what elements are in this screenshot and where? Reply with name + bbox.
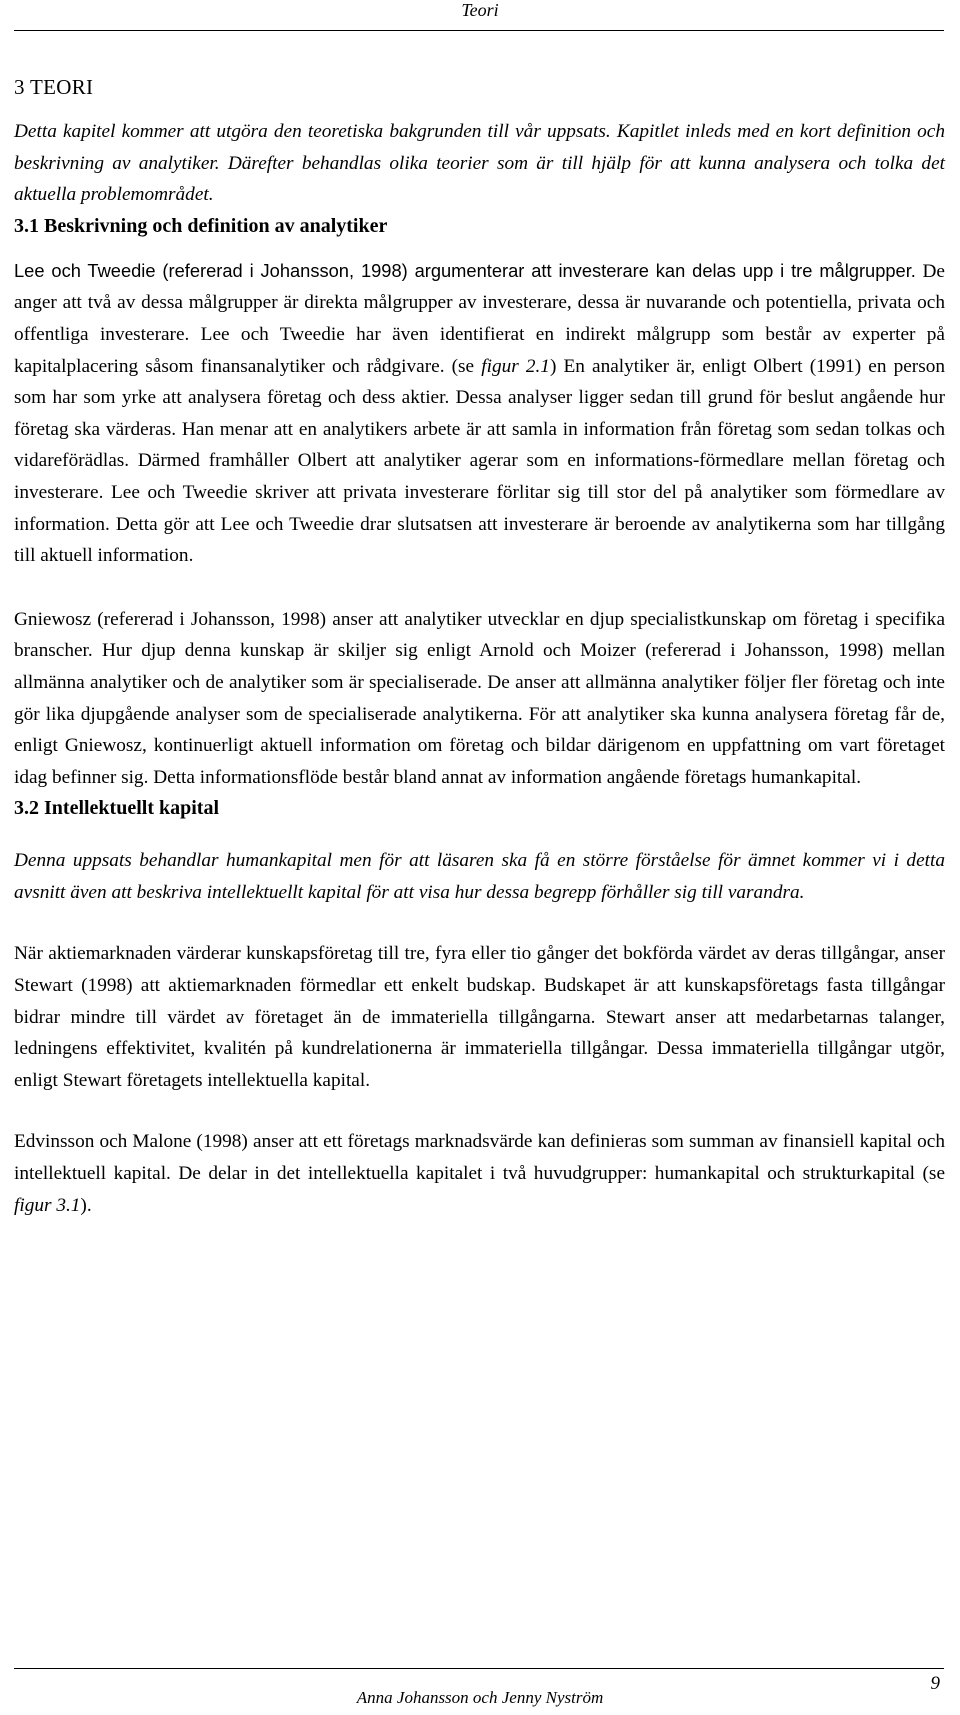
section-3-2-intro: Denna uppsats behandlar humankapital men för att läsaren ska få en större förståelse för ämnet kommer vi i detta avsnitt även att beskriva intellektuellt kapital för att visa hur dessa begrepp förhåller sig till varandra. — [14, 850, 945, 903]
figure-reference: figur 3.1 — [14, 1194, 81, 1216]
section-3-2-paragraph-1: När aktiemarknaden värderar kunskapsföretag till tre, fyra eller tio gånger det bokförda värdet av deras tillgångar, anser Stewart (1998) att aktiemarknaden förmedlar ett enkelt budskap. Budskapet är att kunskapsföretags fasta tillgångar bidrar mindre till värdet av företaget än de immateriella tillgångarna. Stewart anser att medarbetarnas talanger, ledningens effektivitet, kvalitén på kundrelationerna är immateriella tillgångar. Dessa immateriella tillgångar utgör, enligt Stewart företagets intellektuella kapital. — [14, 943, 945, 1091]
header-rule — [14, 30, 944, 31]
section-3-1-paragraph-1 — [14, 255, 945, 572]
paragraph-run: Edvinsson och Malone (1998) anser att ett företags marknadsvärde kan definieras som summan av finansiell kapital och intellektuell kapital. De delar in det intellektuella kapitalet i två huvudgrupper: humankapital och strukturkapital (se — [14, 1131, 945, 1185]
paragraph-sans-run: Lee och Tweedie (refererad i Johansson, 1998) argumenterar att investerare kan delas upp i tre målgrupper. — [14, 259, 916, 281]
footer-authors: Anna Johansson och Jenny Nyström — [356, 1688, 604, 1707]
section-heading-3-1: 3.1 Beskrivning och definition av analytiker — [14, 214, 388, 237]
paragraph-run: ) En analytiker är, enligt Olbert (1991) en person som har som yrke att analysera företag och dess aktier. Dessa analyser ligger sedan till grund för beslut angående hur företag ska värderas. Han menar att en analytikers arbete är att samla in information från företag som sedan tolkas och vidareförädlas. Därmed framhåller Olbert att analytiker agerar som en informations-förmedlare mellan företag och investerare. Lee och Tweedie skriver att privata investerare förlitar sig till stor del på analytiker som förmedlare av information. Detta gör att Lee och Tweedie drar slutsatsen att investerare är beroende av analytikerna som har tillgång till aktuell information. — [14, 355, 945, 567]
chapter-intro: Detta kapitel kommer att utgöra den teoretiska bakgrunden till vår uppsats. Kapitlet inleds med en kort definition och beskrivning av analytiker. Därefter behandlas olika teorier som är till hjälp för att kunna analysera och tolka det aktuella problemområdet. — [14, 121, 945, 206]
paragraph-run: ). — [80, 1194, 92, 1216]
section-3-1-paragraph-2: Gniewosz (refererad i Johansson, 1998) anser att analytiker utvecklar en djup specialistkunskap om företag i specifika branscher. Hur djup denna kunskap är skiljer sig enligt Arnold och Moizer (refererad i Johansson, 1998) mellan allmänna analytiker och de analytiker som är specialiserade. De anser att allmänna analytiker följer fler företag och inte gör lika djupgående analyser som de specialiserade analytikerna. För att analytiker ska kunna analysera företag får de, enligt Gniewosz, kontinuerligt aktuell information om företag och bildar därigenom en uppfattning om vart företaget idag befinner sig. Detta informationsflöde består bland annat av information angående företags humankapital. — [14, 608, 945, 788]
running-header: Teori — [461, 0, 499, 20]
section-heading-3-2: 3.2 Intellektuellt kapital — [14, 797, 220, 820]
chapter-title: 3 TEORI — [14, 75, 94, 99]
page-number: 9 — [930, 1673, 940, 1694]
page-content — [14, 72, 945, 1221]
footer-rule — [14, 1668, 944, 1669]
section-3-2-paragraph-2 — [14, 1126, 945, 1221]
paragraph-run: De anger att två av dessa målgrupper är direkta målgrupper av investerare, dessa är nuvarande och potentiella, privata och offentliga investerare. Lee och Tweedie har även identifierat en indirekt målgrupp som består av experter på kapitalplacering såsom finansanalytiker och rådgivare. (se — [14, 260, 945, 377]
figure-reference: figur 2.1 — [481, 355, 550, 377]
